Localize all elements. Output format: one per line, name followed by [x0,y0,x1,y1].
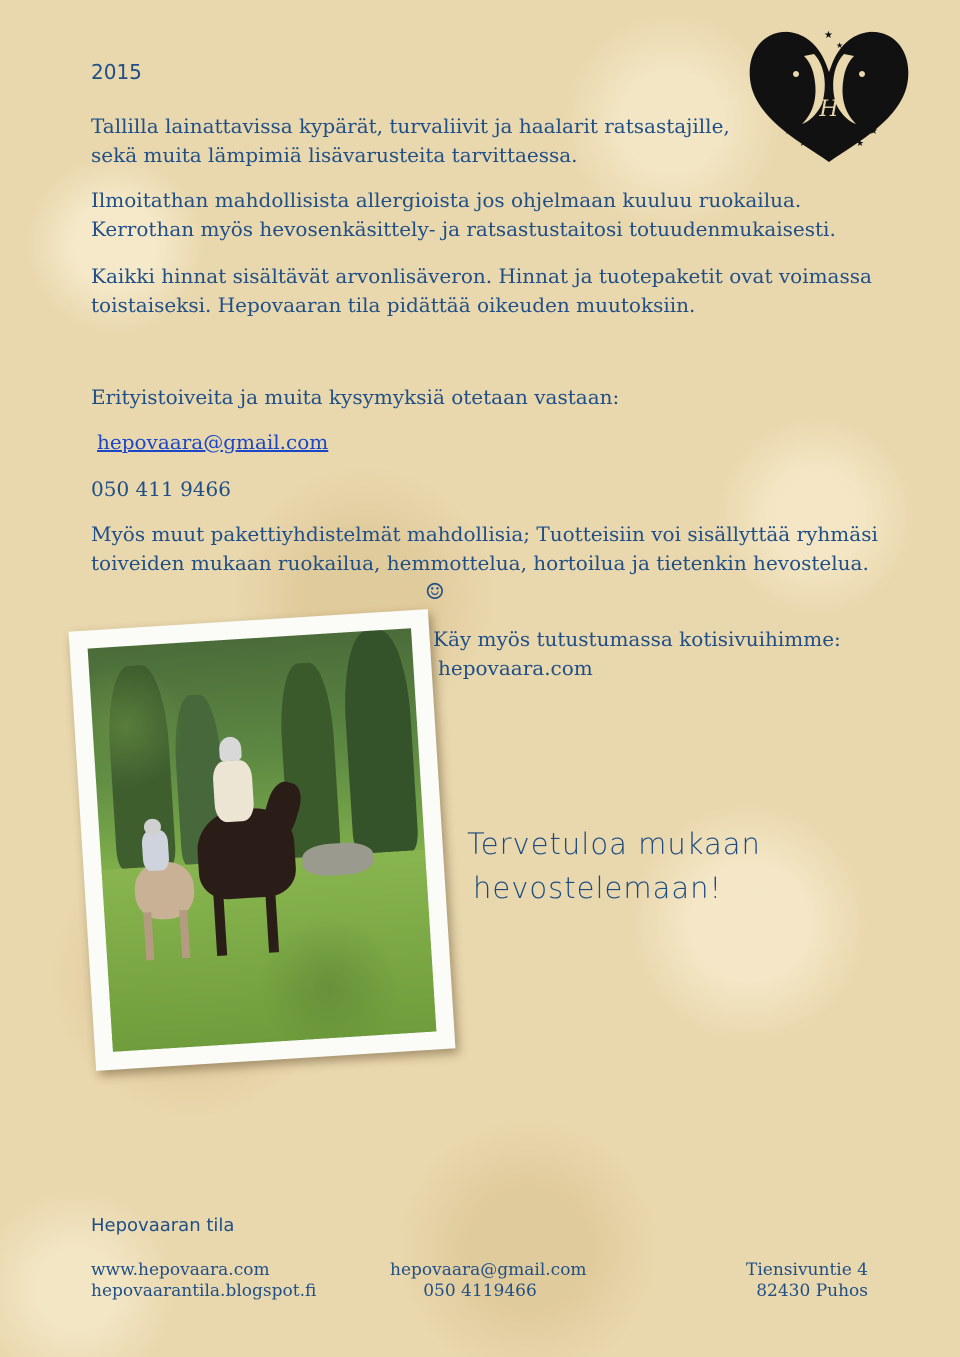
svg-text:★: ★ [856,139,865,149]
footer-blog-link[interactable]: hepovaarantila.blogspot.fi [91,1281,317,1301]
contact-email-link[interactable]: hepovaara@gmail.com [97,430,329,454]
svg-text:★: ★ [869,126,878,137]
contact-intro: Erityistoiveita ja muita kysymyksiä otetaan vastaan: [91,385,620,409]
allergies-paragraph: Ilmoitathan mahdollisista allergioista jos ohjelmaan kuuluu ruokailua. Kerrothan myös hevosenkäsittely- ja ratsastustaitosi totuudenmukaisesti. [91,188,836,241]
riders-photo [88,628,437,1052]
footer-website-link[interactable]: www.hepovaara.com [91,1260,270,1280]
welcome-message: Tervetuloa mukaan hevostelemaan! [467,827,761,905]
footer-right [700,1260,868,1302]
prices-paragraph: Kaikki hinnat sisältävät arvonlisäveron. Hinnat ja tuotepaketit ovat voimassa toistaiseksi. Hepovaaran tila pidättää oikeuden muutoksiin. [91,264,872,317]
footer-phone: 050 4119466 [423,1281,537,1301]
logo-letter: H [819,97,839,122]
packages-paragraph: Myös muut pakettiyhdistelmät mahdollisia; Tuotteisiin voi sisällyttää ryhmäsi toiveiden mukaan ruokailua, hemmottelua, hortoilua ja tietenkin hevostelua. [91,522,878,575]
svg-text:★: ★ [799,139,808,149]
photo-frame [69,609,456,1071]
homepage-paragraph: Käy myös tutustumassa kotisivuihimme: hepovaara.com [433,627,841,680]
svg-text:★: ★ [784,126,793,137]
year-label: 2015 [91,60,142,84]
equipment-paragraph: Tallilla lainattavissa kypärät, turvaliivit ja haalarit ratsastajille, sekä muita lämpimiä lisävarusteita tarvittaessa. [91,114,730,167]
footer-email[interactable]: hepovaara@gmail.com [390,1260,587,1280]
smiley-icon: ☺ [425,580,445,605]
footer-center [390,1260,587,1302]
footer-title: Hepovaaran tila [91,1215,235,1236]
svg-text:★: ★ [836,41,844,50]
svg-text:★: ★ [824,30,833,41]
footer-address-city: 82430 Puhos [756,1281,868,1301]
horse-heart-logo-icon [744,24,914,168]
footer-left [91,1260,316,1302]
contact-phone: 050 411 9466 [91,477,231,501]
footer-address-street: Tiensivuntie 4 [746,1260,868,1280]
